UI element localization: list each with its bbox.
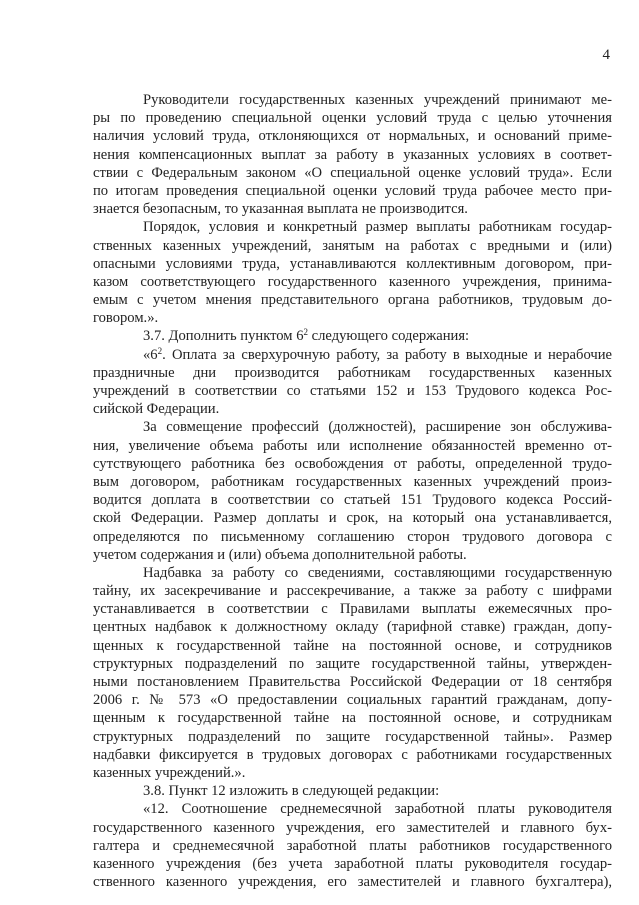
text-line: ственных казенных учреждений, занятым на работах с вредными и (или) <box>93 237 612 254</box>
text-line: учреждений в соответствии со статьями 152 и 153 Трудового кодекса Рос- <box>93 383 612 399</box>
text-line: ской Федерации. Размер доплаты и срок, на который она устанавливается, <box>93 510 612 527</box>
text-line: ствии с Федеральным законом «О специальной оценке условий труда». Если <box>93 164 612 181</box>
text-line: галтера и среднемесячной заработной платы работников государственного <box>93 837 612 854</box>
text-line: ния, увеличение объема работы или исполнение обязанностей временно от- <box>93 437 612 454</box>
superscript: 2 <box>157 345 163 356</box>
superscript: 2 <box>303 327 308 338</box>
text-line: надбавки фиксируется в трудовых договорах с работниками государственных <box>93 746 612 763</box>
text-line: сутствующего работника без освобождения от работы, определенной трудо- <box>93 455 612 472</box>
text-line: ственного казенного учреждения, его заместителей и главного бухгалтера), <box>93 874 612 891</box>
paragraph <box>93 800 612 891</box>
text-line: ры по проведению специальной оценки условий труда с целью уточнения <box>93 110 612 127</box>
paragraph <box>93 564 612 782</box>
text-run: следующего содержания: <box>308 328 470 345</box>
document-body <box>93 91 612 891</box>
paragraph <box>93 418 612 564</box>
text-line: За совмещение профессий (должностей), расширение зон обслужива- <box>143 419 612 436</box>
paragraph <box>93 327 612 345</box>
text-line: говором.». <box>93 310 159 327</box>
text-line <box>93 327 612 345</box>
paragraph <box>93 218 612 327</box>
text-line: 2006 г. № 573 «О предоставлении социальных гарантий гражданам, допу- <box>93 692 612 709</box>
text-line: щенных к государственной тайне на постоянной основе, и сотрудников <box>93 637 612 654</box>
text-line: емым с учетом мнения представительного органа работников, трудовым до- <box>93 292 612 309</box>
text-run: 3.7. Дополнить пунктом 6 <box>143 328 304 345</box>
text-line <box>93 346 612 364</box>
text-line: казом соответствующего государственного казенного учреждения, принима- <box>93 273 612 290</box>
text-line: казенного учреждения (без учета заработной платы руководителя государ- <box>93 855 612 872</box>
text-line: Порядок, условия и конкретный размер выплаты работникам государ- <box>143 219 612 236</box>
text-run: «6 <box>143 346 158 363</box>
text-line: казенных учреждений.». <box>93 764 246 781</box>
text-line: праздничные дни производится работникам государственных казенных <box>93 364 612 381</box>
text-line: наличия условий труда, отклоняющихся от нормальных, и оснований приме- <box>93 128 612 145</box>
text-line: тайну, их засекречивание и рассекречивание, а также за работу с шифрами <box>93 583 612 600</box>
text-line: знается безопасным, то указанная выплата не производится. <box>93 201 468 218</box>
paragraph <box>93 91 612 218</box>
text-line: 3.8. Пункт 12 изложить в следующей редакции: <box>143 783 440 800</box>
text-line: вым договором, работникам государственных казенных учреждений произ- <box>93 473 612 490</box>
text-line: водится доплата в соответствии со статьей 151 Трудового кодекса Россий- <box>93 492 612 509</box>
text-line: Надбавка за работу со сведениями, составляющими государственную <box>143 564 612 581</box>
text-line: «12. Соотношение среднемесячной заработной платы руководителя <box>143 801 612 818</box>
text-line: государственного казенного учреждения, его заместителей и главного бух- <box>93 819 612 836</box>
paragraph <box>93 346 612 419</box>
text-line: по итогам проведения специальной оценки условий труда рабочее место при- <box>93 182 612 199</box>
text-run: . Оплата за сверхурочную работу, за работу в выходные и нерабочие <box>162 346 612 363</box>
text-line: сийской Федерации. <box>93 401 220 418</box>
paragraph <box>93 782 612 800</box>
text-line: Руководители государственных казенных учреждений принимают ме- <box>143 92 612 108</box>
text-line: нения компенсационных выплат за работу в указанных условиях в соответ- <box>93 146 612 163</box>
text-line: структурных подразделений по защите государственной тайны, утвержден- <box>93 655 612 672</box>
text-line: щенным к государственной тайне на постоянной основе, и сотрудникам <box>93 710 612 727</box>
text-line: определяются по письменному соглашению сторон трудового договора с <box>93 528 612 545</box>
text-line: устанавливается в соответствии с Правилами выплаты ежемесячных про- <box>93 601 612 618</box>
text-line: ными постановлением Правительства Российской Федерации от 18 сентября <box>93 674 612 690</box>
text-line: центных надбавок к должностному окладу (тарифной ставке) граждан, допу- <box>93 619 612 636</box>
text-line: структурных подразделений по защите государственной тайны». Размер <box>93 728 612 745</box>
text-line: учетом содержания и (или) объема дополнительной работы. <box>93 546 467 563</box>
text-line: опасными условиями труда, устанавливаются коллективным договором, при- <box>93 255 612 272</box>
page-number: 4 <box>602 47 610 63</box>
